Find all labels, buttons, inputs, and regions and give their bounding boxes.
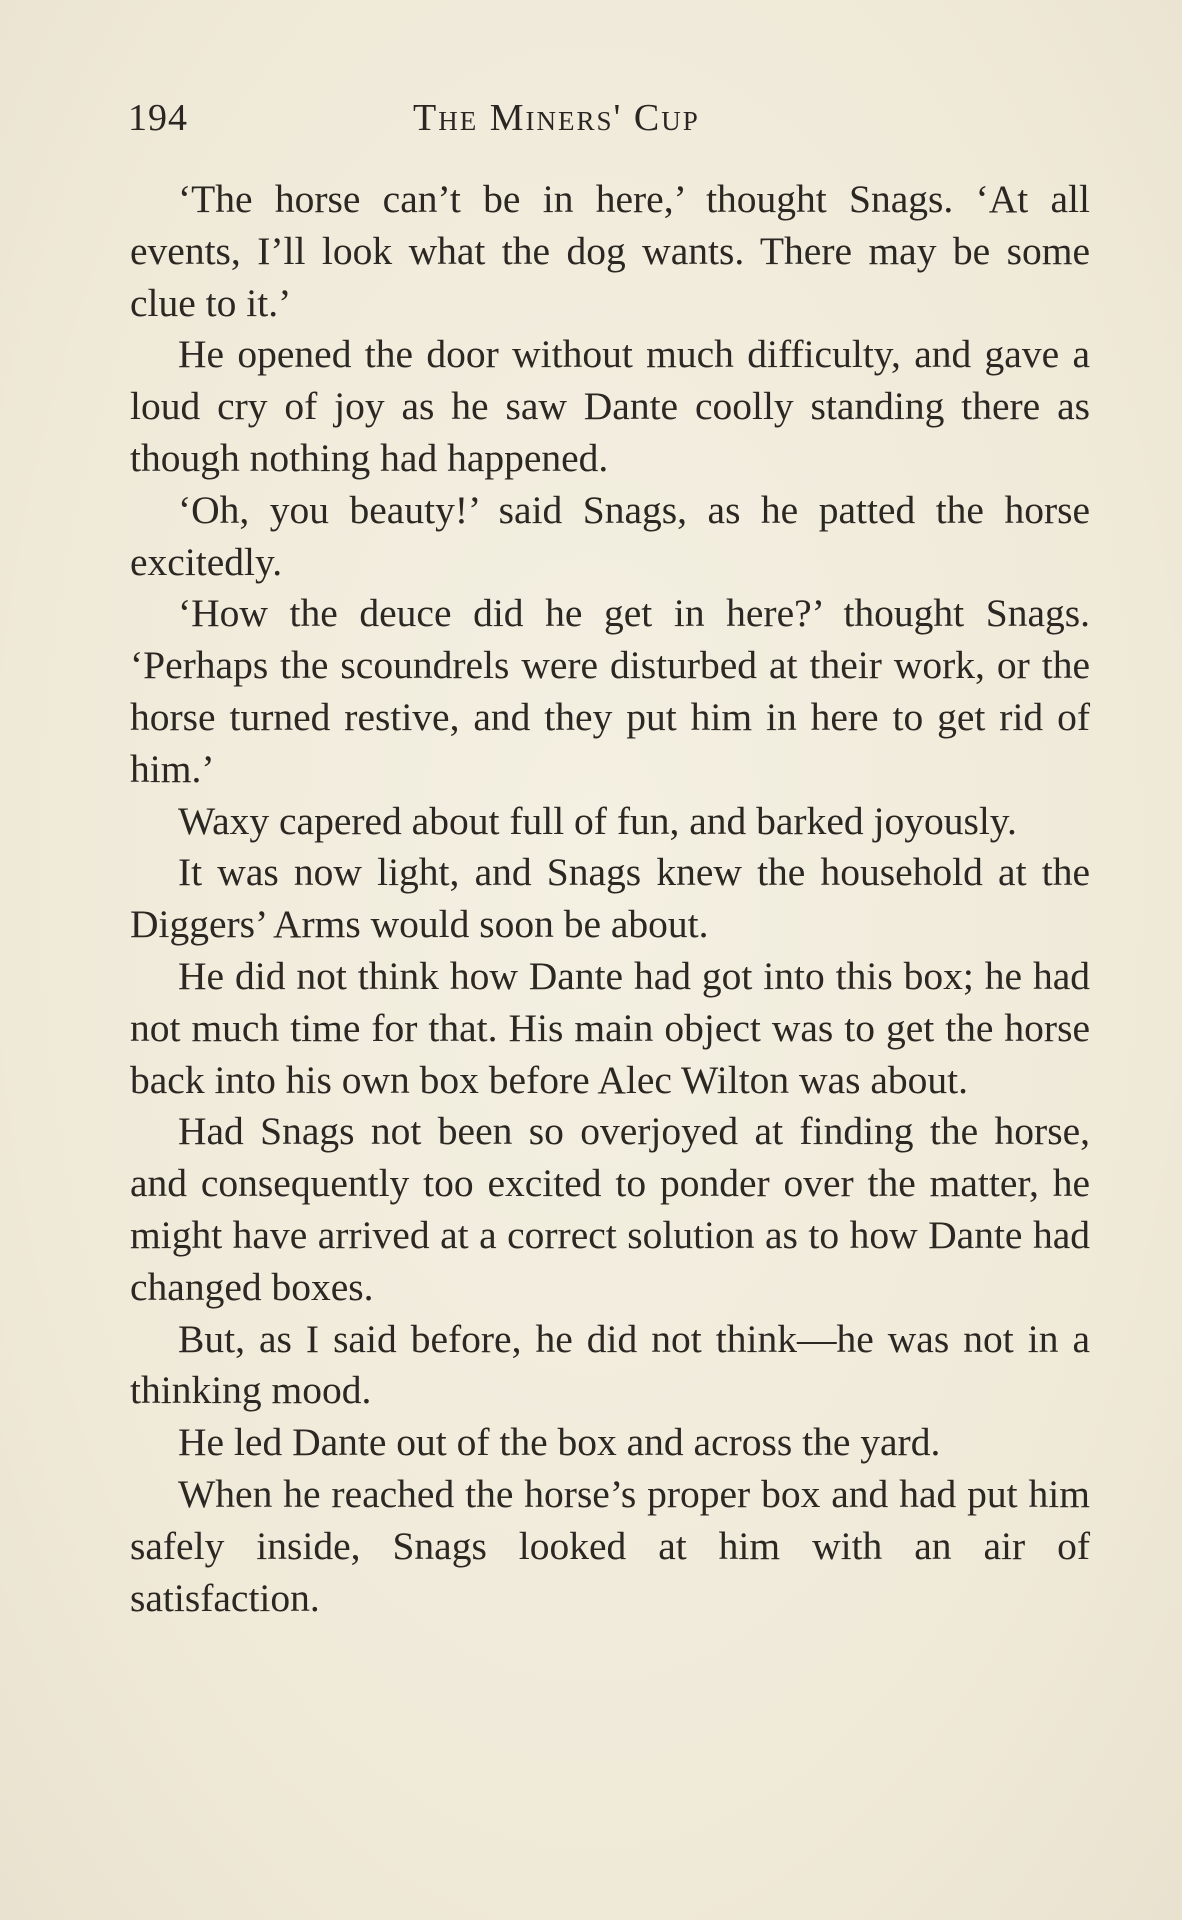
paragraph: It was now light, and Snags knew the household at the Diggers’ Arms would soon be about. <box>130 850 1090 947</box>
paragraph: He led Dante out of the box and across the yard. <box>178 1420 941 1465</box>
paragraph: Waxy capered about full of fun, and barked joyously. <box>178 798 1017 843</box>
paragraph: He opened the door without much difficulty, and gave a loud cry of joy as he saw Dante coolly standing there as though nothing had happened. <box>130 332 1090 480</box>
paragraph: He did not think how Dante had got into this box; he had not much time for that. His main object was to get the horse back into his own box before Alec Wilton was about. <box>130 953 1090 1102</box>
paragraph: ‘Oh, you beauty!’ said Snags, as he patted the horse excitedly. <box>130 487 1090 584</box>
paragraph: ‘The horse can’t be in here,’ thought Snags. ‘At all events, I’ll look what the dog wants. There may be some clue to it.’ <box>130 177 1090 325</box>
body-text <box>130 174 1090 1624</box>
paragraph: ‘How the deuce did he get in here?’ thought Snags. ‘Perhaps the scoundrels were disturbed at their work, or the horse turned restive, and they put him in here to get rid of him.’ <box>130 591 1090 791</box>
page-number: 194 <box>128 97 188 139</box>
page-header <box>128 96 1090 152</box>
paragraph: When he reached the horse’s proper box and had put him safely inside, Snags looked at him with an air of satisfaction. <box>130 1471 1090 1620</box>
running-title: The Miners' Cup <box>413 97 700 139</box>
paragraph: But, as I said before, he did not think—he was not in a thinking mood. <box>130 1316 1090 1413</box>
paragraph: Had Snags not been so overjoyed at finding the horse, and consequently too excited to ponder over the matter, he might have arrived at a correct solution as to how Dante had changed boxes. <box>130 1109 1090 1309</box>
